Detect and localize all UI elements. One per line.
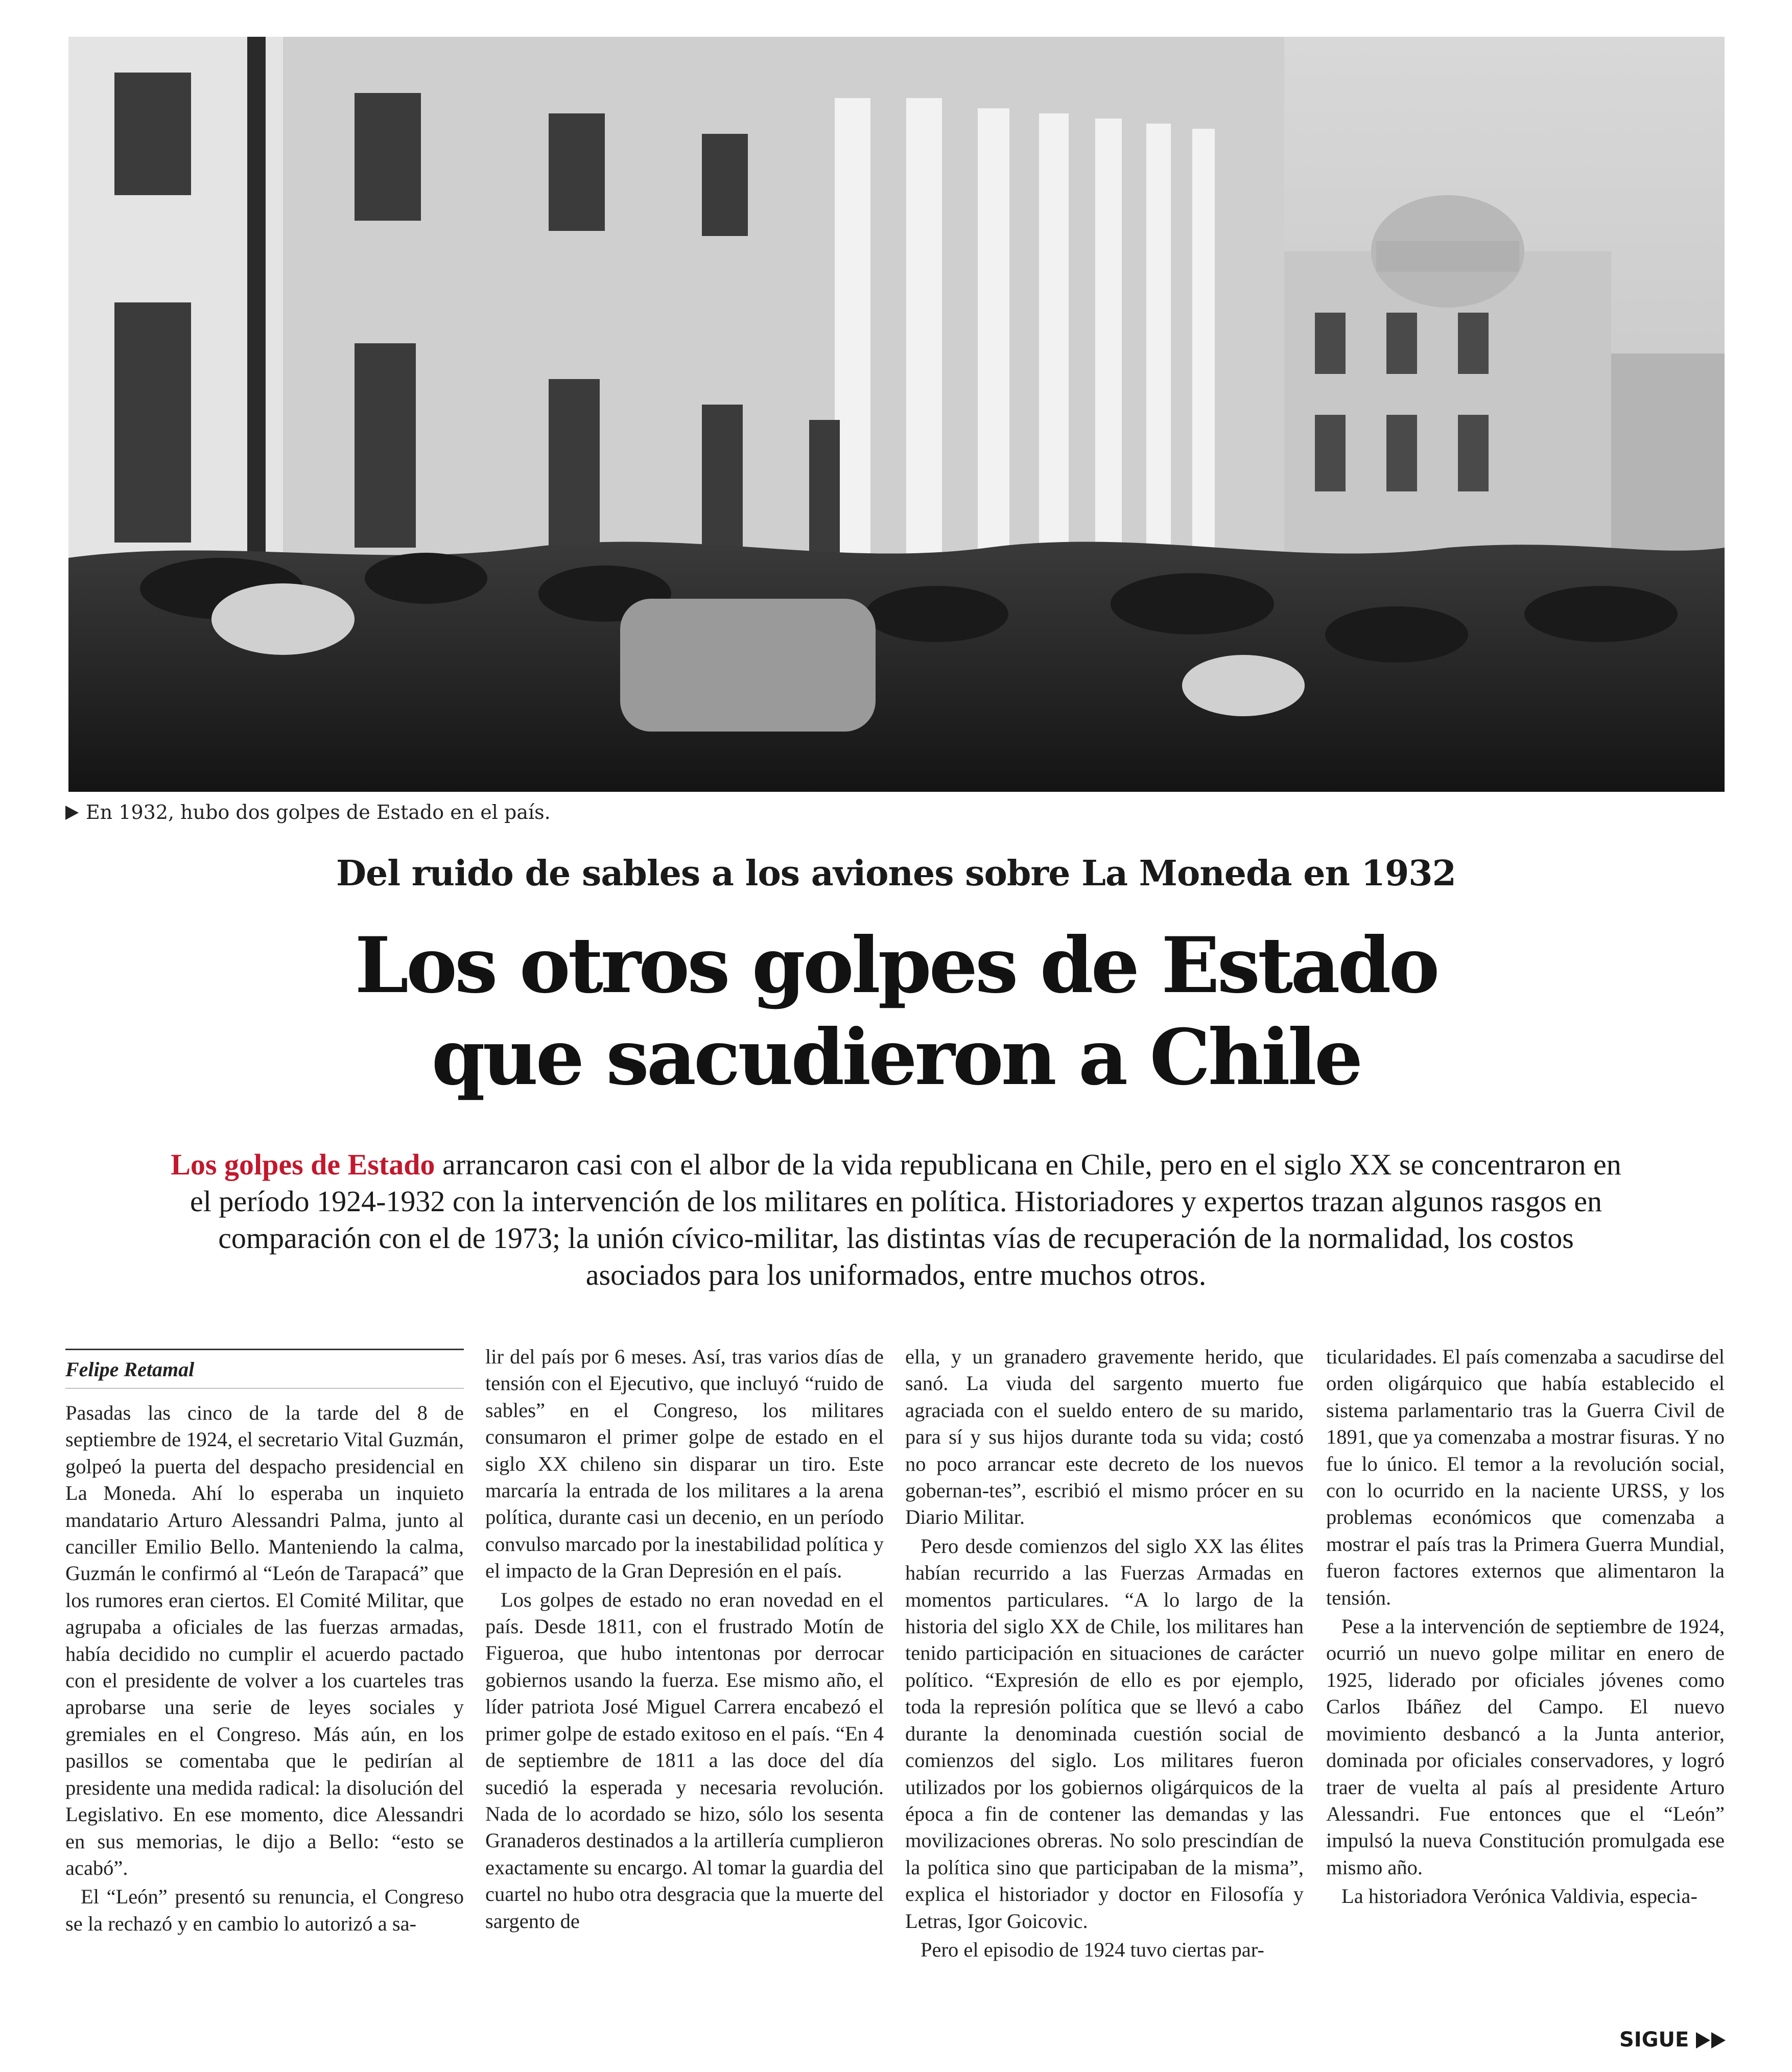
headline-line-2: que sacudieron a Chile: [431, 1013, 1361, 1102]
article-deck: [169, 1146, 1623, 1293]
continue-link[interactable]: [1619, 2028, 1726, 2052]
paragraph: Los golpes de estado no eran novedad en el país. Desde 1811, con el frustrado Motín de Figueroa, que hubo intentonas por derrocar gobiernos usando la fuerza. Ese mismo año, el líder patriota José Miguel Carrera encabezó el primer golpe de estado exitoso en el país. “En 4 de septiembre de 1811 a las doce del día sucedió la esperada y necesaria revolución. Nada de lo acordado se hizo, sólo los sesenta Granaderos destinados a la artillería cumplieron exactamente su encargo. Al tomar la guardia del cuartel no hubo otra desgracia que la muerte del sargento de: [485, 1588, 884, 1933]
main-headline: [0, 920, 1792, 1103]
caption-arrow-icon: [65, 806, 79, 820]
paragraph: lir del país por 6 meses. Así, tras varios días de tensión con el Ejecutivo, que incluyó “ruido de sables” en el Congreso, los militares consumaron el primer golpe de estado en el siglo XX chileno sin disparar un tiro. Este marcaría la entrada de los militares a la arena política, durante casi un decenio, en un período convulso marcado por la inestabilidad política y el impacto de la Gran Depresión en el país.: [485, 1345, 884, 1583]
continue-arrow-icon: [1696, 2032, 1710, 2049]
paragraph: Pero desde comienzos del siglo XX las élites habían recurrido a las Fuerzas Armadas en momentos particulares. “A lo largo de la historia del siglo XX de Chile, los militares han tenido participación en situaciones de carácter político. “Expresión de ello es por ejemplo, toda la represión política que se llevó a cabo durante la denominada cuestión social de comienzos del siglo. Los militares fueron utilizados por los gobiernos oligárquicos de la época a fin de contener las demandas y las movilizaciones obreras. No solo prescindían de la política sino que participaban de la misma”, explica el historiador y doctor en Filosofía y Letras, Igor Goicovic.: [905, 1534, 1304, 1933]
street-crowd-photo: [68, 37, 1725, 792]
deck-lead: Los golpes de Estado: [171, 1148, 435, 1181]
paragraph: La historiadora Verónica Valdivia, especia-: [1341, 1885, 1697, 1908]
paragraph: Pero el episodio de 1924 tuvo ciertas par-: [921, 1938, 1264, 1961]
body-column-4: [1326, 1344, 1725, 1910]
photo-caption: En 1932, hubo dos golpes de Estado en el país.: [65, 801, 551, 823]
continue-arrow-icon: [1711, 2032, 1726, 2049]
deck-text: arrancaron casi con el albor de la vida republicana en Chile, pero en el siglo XX se concentraron en el período 1924-1932 con la intervención de los militares en política. Historiadores y expertos trazan algunos rasgos en comparación con el de 1973; la unión cívico-militar, las distintas vías de recuperación de la normalidad, los costos asociados para los uniformados, entre muchos otros.: [190, 1148, 1621, 1291]
paragraph: Pese a la intervención de septiembre de 1924, ocurrió un nuevo golpe militar en enero de 1925, liderado por oficiales jóvenes como Carlos Ibáñez del Campo. El nuevo movimiento desbancó a la Junta anterior, dominada por oficiales conservadores, y logró traer de vuelta al país al presidente Arturo Alessandri. Fue entonces que el “León” impulsó la nueva Constitución promulgada ese mismo año.: [1326, 1615, 1725, 1879]
headline-line-1: Los otros golpes de Estado: [355, 921, 1437, 1010]
article-photo: [68, 37, 1725, 792]
body-column-1: [65, 1349, 464, 1937]
body-column-3: [905, 1344, 1304, 1963]
continue-label: SIGUE: [1619, 2028, 1689, 2052]
body-column-2: [485, 1344, 884, 1935]
paragraph: ticularidades. El país comenzaba a sacudirse del orden oligárquico que había establecido el sistema parlamentario tras la Guerra Civil de 1891, que ya comenzaba a mostrar fisuras. Y no fue lo único. El temor a la revolución social, con lo ocurrido en la naciente URSS, y los problemas económicos que comenzaba a mostrar el país tras la Primera Guerra Mundial, fueron factores externos que alimentaron la tensión.: [1326, 1345, 1725, 1609]
paragraph: Pasadas las cinco de la tarde del 8 de septiembre de 1924, el secretario Vital Guzmán, golpeó la puerta del despacho presidencial en La Moneda. Ahí lo esperaba un inquieto mandatario Arturo Alessandri Palma, junto al canciller Emilio Bello. Manteniendo la calma, Guzmán le confirmó al “León de Tarapacá” que los rumores eran ciertos. El Comité Militar, que agrupaba a oficiales de las fuerzas armadas, había decidido no cumplir el acuerdo pactado con el presidente de volver a los cuarteles tras aprobarse una serie de leyes sociales y gremiales en el Congreso. Más aún, en los pasillos se comentaba que le pedirían al presidente una medida radical: la disolución del Legislativo. En ese momento, dice Alessandri en sus memorias, le dijo a Bello: “esto se acabó”.: [65, 1401, 464, 1879]
paragraph: ella, y un granadero gravemente herido, que sanó. La viuda del sargento muerto fue agraciada con el sueldo entero de su marido, para sí y sus hijos durante toda su vida; costó no poco arrancar este decreto de los nuevos gobernan-tes”, escribió el mismo prócer en su Diario Militar.: [905, 1345, 1304, 1529]
paragraph: El “León” presentó su renuncia, el Congreso se la rechazó y en cambio lo autorizó a sa-: [65, 1885, 464, 1935]
headline-kicker: Del ruido de sables a los aviones sobre La Moneda en 1932: [336, 853, 1456, 894]
byline: Felipe Retamal: [65, 1349, 464, 1388]
